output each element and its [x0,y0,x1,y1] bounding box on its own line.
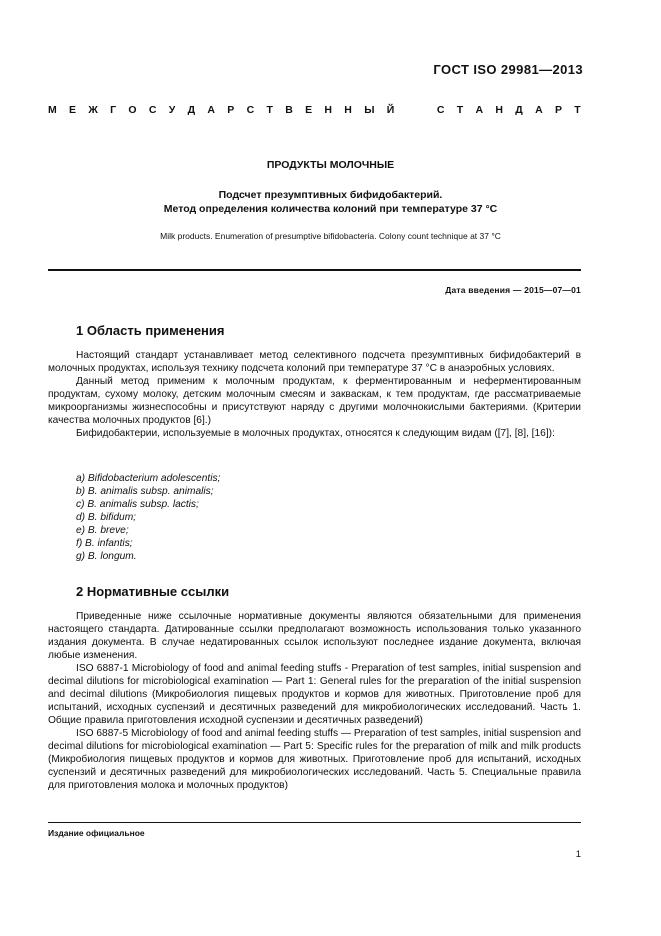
banner-word-gap [407,104,425,116]
banner-letter: С [246,104,255,116]
banner-letter: Т [456,104,464,116]
title-divider [48,269,581,271]
banner-letter: Г [110,104,117,116]
banner-letter: Н [495,104,503,116]
subtitle-line-1: Подсчет презумптивных бифидобактерий. [218,189,443,201]
introduction-date: Дата введения — 2015—07—01 [445,285,581,295]
banner-letter: А [207,104,215,116]
paragraph: Данный метод применим к молочным продуктам, к ферментированным и неферментированным продуктам, сухому молоку, детским молочным смесям и заквaскам, к тем продуктам, где рассматриваемые микроорганизмы жизнеспособны и присутствуют наряду с другими молочнокислыми бактериями. (Критерии качества молочных продуктов [6].) [48,376,581,426]
paragraph: Бифидобактерии, используемые в молочных продуктах, относятся к следующим видам ([7], [8], [16]): [76,428,555,439]
paragraph: ISO 6887-1 Microbiology of food and animal feeding stuffs - Preparation of test samples, initial suspension and decimal dilutions for microbiological examination — Part 1: General rules for the preparation of the initial suspension and decimal dilutions (Микробиология пищевых продуктов и кормов для животных. Приготовление проб для испытаний, исходных суспензий и десятичных разведений для микробиологических исследований. Часть 1. Общие правила приготовления исходной суспензии и десятичных разведений) [48,663,581,726]
paragraph: Настоящий стандарт устанавливает метод селективного подсчета презумптивных бифидобактерий в молочных продуктах, используя технику подсчета колоний при температуре 37 °С в анаэробных условиях. [48,350,581,374]
document-title: ПРОДУКТЫ МОЛОЧНЫЕ [266,159,395,171]
footer-divider [48,822,581,823]
english-title: Milk products. Enumeration of presumptive bifidobacteria. Colony count technique at 37 °C [160,231,501,241]
list-item: d) B. bifidum; [76,512,137,523]
banner-letter: Р [554,104,562,116]
list-item: f) B. infantis; [76,538,133,549]
page-number: 1 [575,849,581,860]
banner-letter: Т [574,104,581,116]
banner-letter: В [285,104,293,116]
banner-letter: Н [324,104,332,116]
subtitle-line-2: Метод определения количества колоний при температуре 37 °С [163,203,498,215]
list-item: b) B. animalis subsp. animalis; [76,486,214,497]
section-1-text [48,349,581,440]
banner-letter: О [128,104,137,116]
standard-banner [48,104,581,116]
section-2-text [48,610,581,792]
banner-letter: Ж [88,104,98,116]
banner-letter: У [168,104,176,116]
banner-letter: Д [515,104,523,116]
banner-letter: Р [227,104,235,116]
banner-letter: Е [305,104,313,116]
banner-letter: Е [69,104,77,116]
list-item: c) B. animalis subsp. lactis; [76,499,199,510]
banner-letter: Т [266,104,273,116]
list-item: a) Bifidobacterium adolescentis; [76,473,221,484]
banner-letter: Д [187,104,196,116]
section-2-heading: 2 Нормативные ссылки [76,584,230,599]
list-item: e) B. breve; [76,525,129,536]
list-item: g) B. longum. [76,551,137,562]
paragraph: ISO 6887-5 Microbiology of food and animal feeding stuffs — Preparation of test samples, initial suspension and decimal dilutions for microbiological examination — Part 5: Specific rules for the preparation of milk and milk products (Микробиология пищевых продуктов и кормов для животных. Приготовление проб для испытаний, исходных суспензий и десятичных разведений для микробиологических исследований. Часть 5. Специальные правила для приготовления молока и молочных продуктов) [48,728,581,791]
banner-letter: Й [386,104,395,116]
banner-letter: М [48,104,57,116]
edition-label: Издание официальное [48,828,145,838]
section-1-heading: 1 Область применения [76,323,225,338]
document-subtitle [0,188,661,216]
banner-letter: А [475,104,484,116]
banner-letter: С [436,104,445,116]
paragraph: Приведенные ниже ссылочные нормативные документы являются обязательными для применения настоящего стандарта. Датированные ссылки предполагают возможность использования только указанного издания документа. В случае недатированных ссылок используют последнее издание документа, включая любые изменения. [48,611,581,661]
gost-code: ГОСТ ISO 29981—2013 [433,62,583,77]
banner-letter: С [148,104,157,116]
species-list [76,472,220,563]
banner-letter: А [535,104,543,116]
banner-letter: Н [344,104,352,116]
banner-letter: Ы [364,104,375,116]
